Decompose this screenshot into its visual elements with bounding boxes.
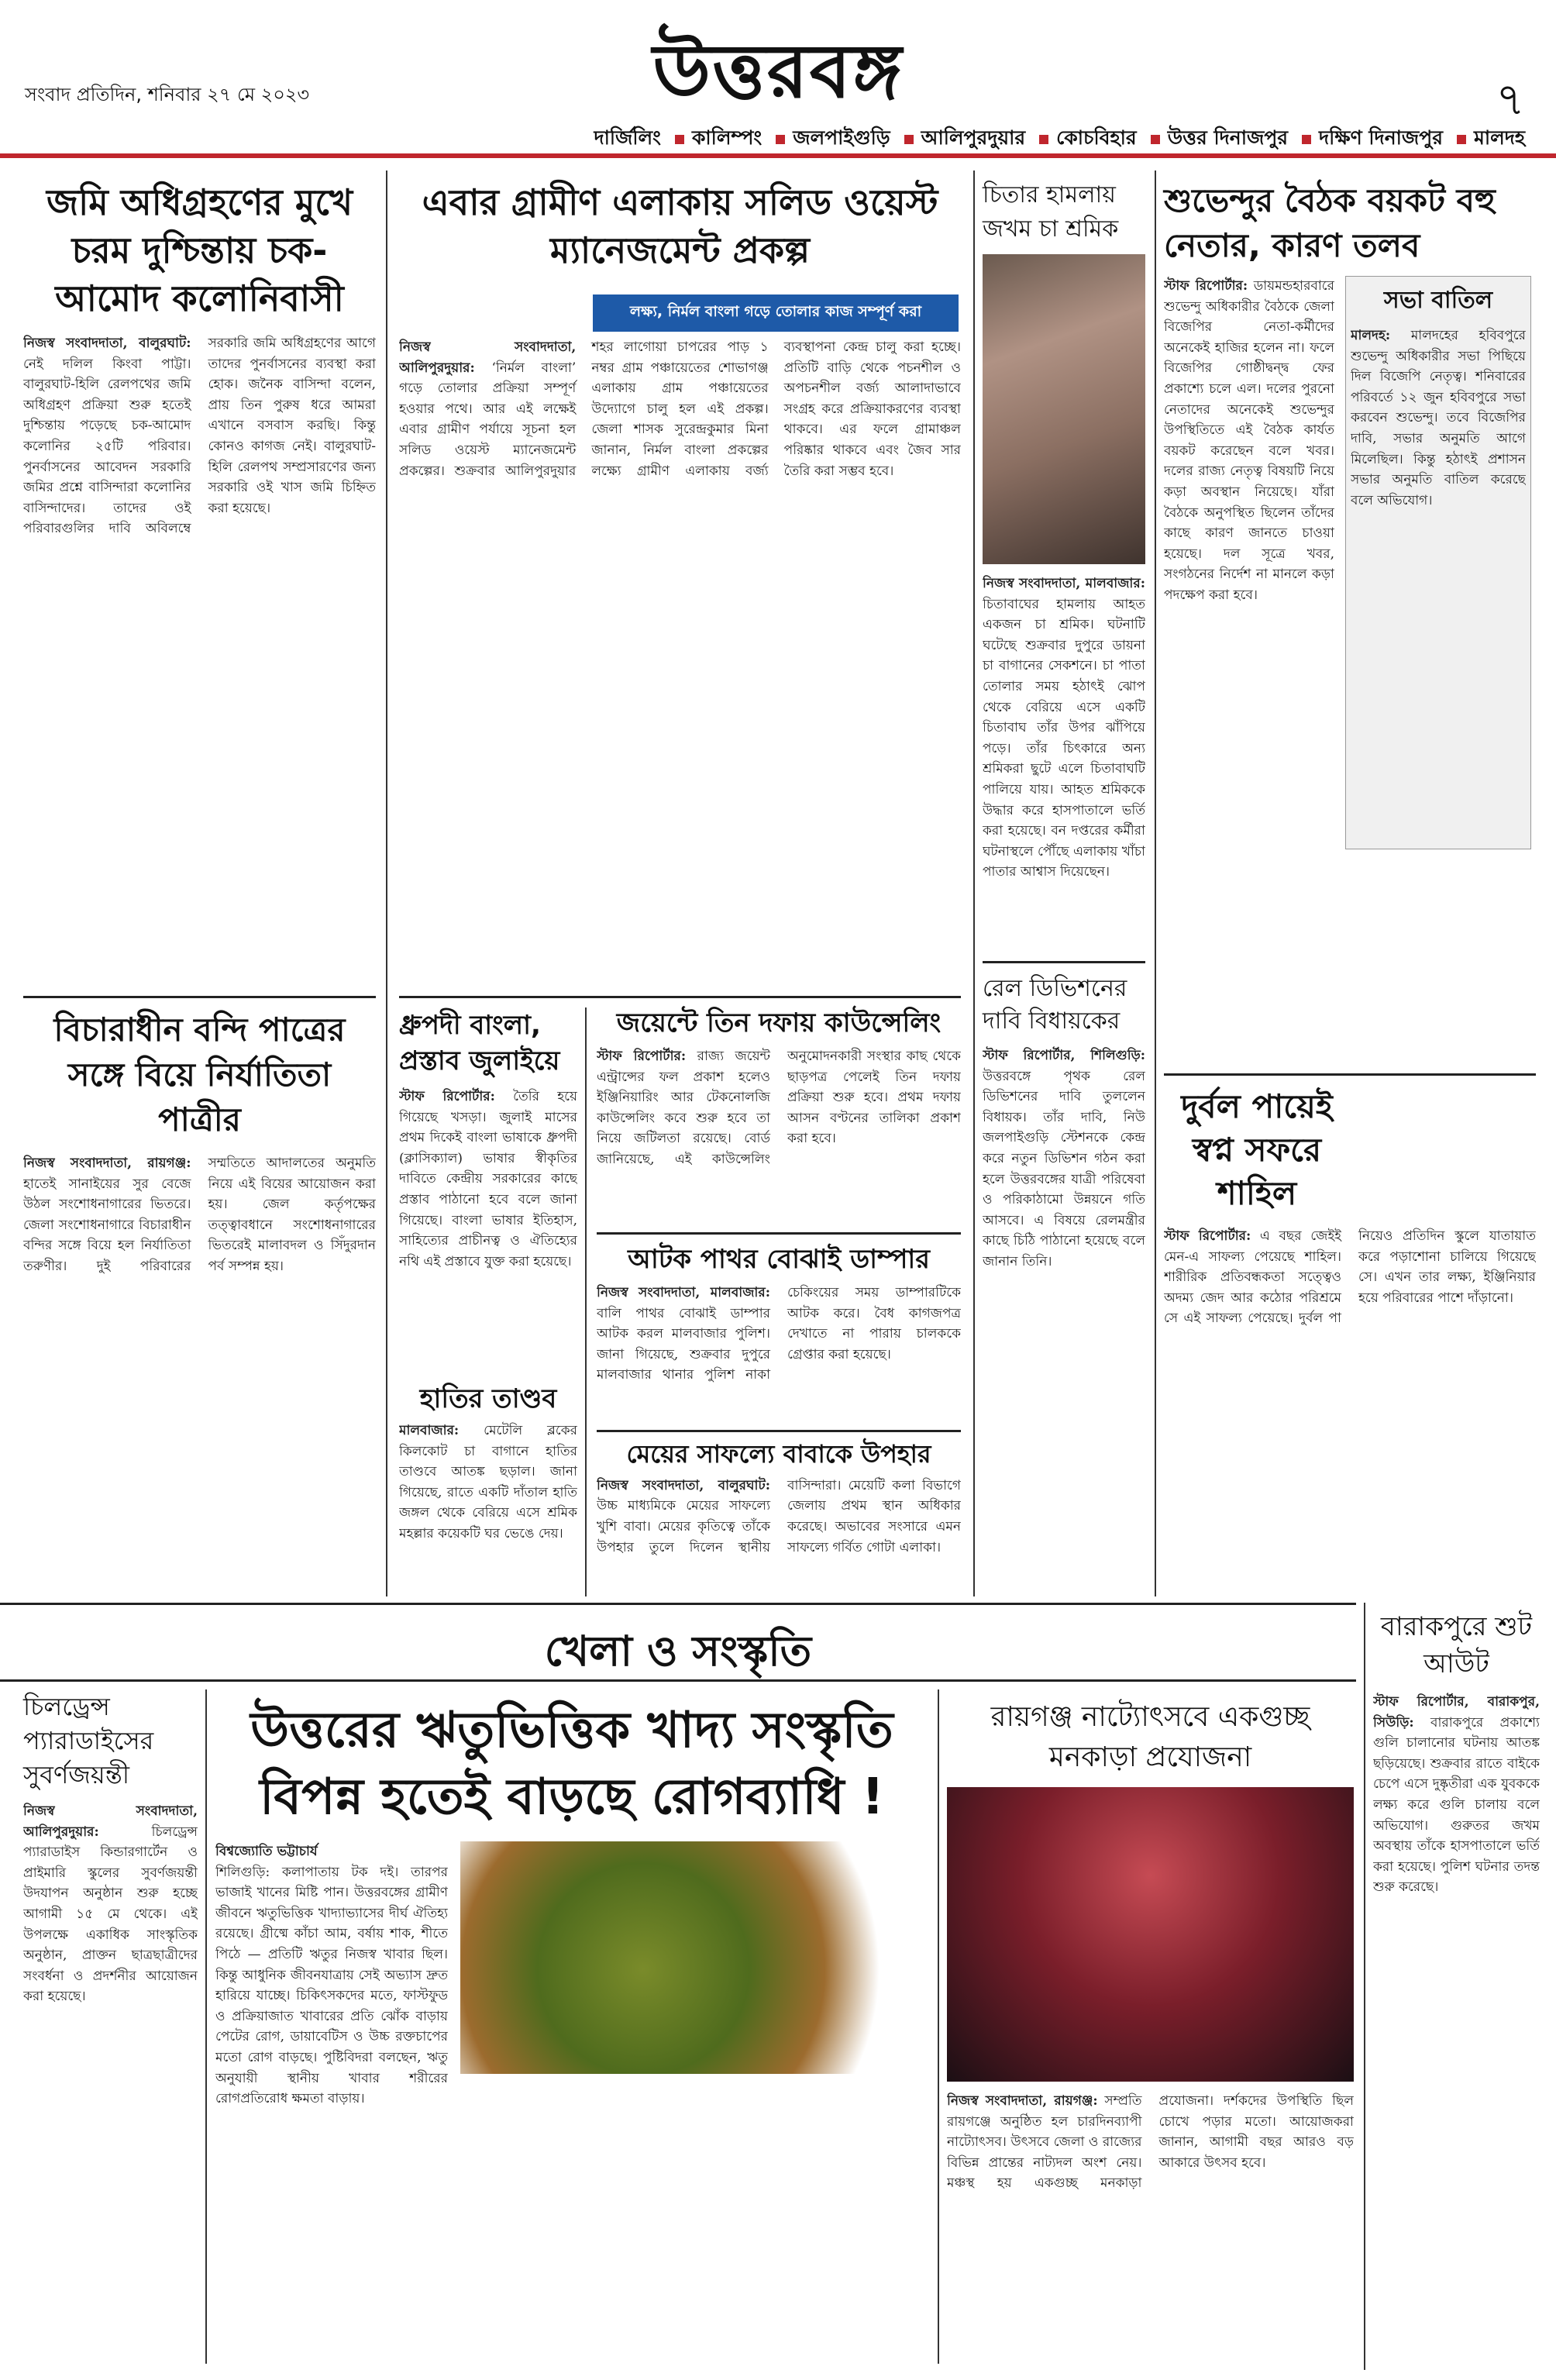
- article-prisoner: [23, 1007, 376, 1596]
- separator-square-icon: [1457, 135, 1466, 144]
- column-divider: [205, 1689, 207, 2364]
- masthead: [0, 0, 1556, 155]
- article-text: চিলড্রেন্স প্যারাডাইস কিন্ডারগার্টেন ও প্রাইমারি স্কুলের সুবর্ণজয়ন্তী উদযাপন অনুষ্ঠান শুরু হচ্ছে আগামী ১৫ মে থেকে। এই উপলক্ষে একাধিক সাংস্কৃতিক অনুষ্ঠান, প্রাক্তন ছাত্রছাত্রীদের সংবর্ধনা ও প্রদর্শনীর আয়োজন করা হয়েছে।: [23, 1824, 198, 2005]
- byline: নিজস্ব সংবাদদাতা, মালবাজার:: [983, 576, 1145, 591]
- byline: স্টাফ রিপোর্টার:: [1164, 278, 1248, 294]
- article-text: বারাকপুরে প্রকাশ্যে গুলি চালানোর ঘটনায় আতঙ্ক ছড়িয়েছে। শুক্রবার রাতে বাইকে চেপে এসে দুষ্কৃতীরা এক যুবককে লক্ষ্য করে গুলি চালায় বলে অভিযোগ। গুরুতর জখম অবস্থায় তাঁকে হাসপাতালে ভর্তি করা হয়েছে। পুলিশ ঘটনার তদন্ত শুরু করেছে।: [1373, 1714, 1540, 1896]
- article-text: উচ্চ মাধ্যমিকে মেয়ের সাফল্যে খুশি বাবা। মেয়ের কৃতিত্বে তাঁকে উপহার তুলে দিলেন স্থানীয় বাসিন্দারা। মেয়েটি কলা বিভাগে জেলায় প্রথম স্থান অধিকার করেছে। অভাবের সংসারে এমন সাফল্যে গর্বিত গোটা এলাকা।: [597, 1477, 961, 1555]
- sidebar-meeting-cancel: [1345, 276, 1531, 849]
- subtitle-box: লক্ষ্য, নির্মল বাংলা গড়ে তোলার কাজ সম্পূর্ণ করা: [593, 294, 959, 332]
- masthead-rule: [0, 153, 1556, 158]
- district-item: আলিপুরদুয়ার: [921, 126, 1026, 149]
- article-body: [399, 1421, 577, 1583]
- page-number: ৭: [1496, 73, 1525, 126]
- article-body: [23, 1153, 376, 1626]
- headline: আটক পাথর বোঝাই ডাম্পার: [628, 1244, 930, 1275]
- article-separator: [23, 996, 376, 998]
- stage-performance-photo: [947, 1787, 1354, 2082]
- article-separator: [399, 996, 961, 998]
- byline: মালদহ:: [1351, 328, 1391, 343]
- article-body: [399, 1087, 577, 1366]
- headline: দুর্বল পায়েই স্বপ্ন সফরে শাহিল: [1181, 1087, 1333, 1212]
- separator-square-icon: [776, 135, 785, 144]
- headline: রেল ডিভিশনের দাবি বিধায়কের: [983, 975, 1127, 1035]
- byline: নিজস্ব সংবাদদাতা, রায়গঞ্জ:: [23, 1156, 191, 1171]
- headline: শুভেন্দুর বৈঠক বয়কট বহু নেতার, কারণ তলব: [1164, 181, 1496, 264]
- district-item: উত্তর দিনাজপুর: [1167, 126, 1289, 149]
- byline: মালবাজার:: [399, 1423, 460, 1439]
- article-text: সম্প্রতি রায়গঞ্জে অনুষ্ঠিত হল চারদিনব্যাপী নাট্যোৎসব। উৎসবে জেলা ও রাজ্যের বিভিন্ন প্রান্তের নাট্যদল অংশ নেয়। মঞ্চস্থ হয় একগুচ্ছ মনকাড়া প্রযোজনা। দর্শকদের উপস্থিতি ছিল চোখে পড়ার মতো। আয়োজকরা জানান, আগামী বছর আরও বড় আকারে উৎসব হবে।: [947, 2093, 1354, 2192]
- article-text: উত্তরবঙ্গে পৃথক রেল ডিভিশনের দাবি তুললেন বিধায়ক। তাঁর দাবি, নিউ জলপাইগুড়ি স্টেশনকে কেন্দ্র করে নতুন ডিভিশন গঠন করা হলে উত্তরবঙ্গের যাত্রী পরিষেবা ও পরিকাঠামো উন্নয়নে গতি আসবে। এ বিষয়ে রেলমন্ত্রীর কাছে চিঠি পাঠানো হয়েছে বলে জানান তিনি।: [983, 1068, 1145, 1269]
- article-text: তৈরি হয়ে গিয়েছে খসড়া। জুলাই মাসের প্রথম দিকেই বাংলা ভাষাকে ধ্রুপদী (ক্লাসিক্যাল) ভাষার স্বীকৃতির দাবিতে কেন্দ্রীয় সরকারের কাছে প্রস্তাব পাঠানো হবে বলে জানা গিয়েছে। বাংলা ভাষার ইতিহাস, সাহিত্যের প্রাচীনত্ব ও ঐতিহ্যের নথি এই প্রস্তাবে যুক্ত করা হয়েছে।: [399, 1089, 577, 1269]
- column-divider: [1155, 170, 1156, 1596]
- separator-square-icon: [1039, 135, 1048, 144]
- article-body: [1164, 276, 1334, 973]
- article-body: [597, 1283, 961, 1410]
- article-counselling: [597, 1007, 961, 1224]
- byline: নিজস্ব সংবাদদাতা, রায়গঞ্জ:: [947, 2093, 1098, 2109]
- injured-worker-photo: [983, 254, 1145, 564]
- article-body: [23, 1801, 198, 2367]
- byline: নিজস্ব সংবাদদাতা, বালুরঘাট:: [597, 1477, 770, 1493]
- article-text: হাতেই সানাইয়ের সুর বেজে উঠল সংশোধনাগারের ভিতরে। জেলা সংশোধনাগারে বিচারাধীন বন্দির সঙ্গে বিয়ে হল নির্যাতিতা তরুণীর। দুই পরিবারের সম্মতিতে আদালতের অনুমতি নিয়ে এই বিয়ের আয়োজন করা হয়। জেল কর্তৃপক্ষের তত্ত্বাবধানে সংশোধনাগারের ভিতরেই মালাবদল ও সিঁদুরদান পর্ব সম্পন্ন হয়।: [23, 1156, 376, 1274]
- article-text: ডায়মন্ডহারবারে শুভেন্দু অধিকারীর বৈঠকে জেলা বিজেপির নেতা-কর্মীদের অনেকেই হাজির হলেন না। ফলে বিজেপির গোষ্ঠীদ্বন্দ্ব ফের প্রকাশ্যে চলে এল। দলের পুরনো নেতাদের অনেকেই শুভেন্দুর উপস্থিতিতে এই বৈঠক কার্যত বয়কট করেছেন বলে খবর। দলের রাজ্য নেতৃত্ব বিষয়টি নিয়ে কড়া অবস্থান নিয়েছে। যাঁরা বৈঠকে অনুপস্থিত ছিলেন তাঁদের কাছে কারণ জানতে চাওয়া হয়েছে। দল সূত্রে খবর, সংগঠনের নির্দেশ না মানলে কড়া পদক্ষেপ করা হবে।: [1164, 278, 1334, 603]
- article-body: [597, 1476, 961, 1584]
- sidebar-body: [1351, 325, 1526, 821]
- article-body: [597, 1046, 961, 1213]
- article-body: [947, 2091, 1354, 2323]
- sidebar-text: মালদহের হবিবপুরে শুভেন্দু অধিকারীর সভা পিছিয়ে দিল বিজেপি নেতৃত্ব। শনিবারের পরিবর্তে ১২ জুন হবিবপুরে সভা করবেন শুভেন্দু। তবে বিজেপির দাবি, সভার অনুমতি আগে মিলেছিল। কিন্তু হঠাৎই প্রশাসন সভার অনুমতি বাতিল করেছে বলে অভিযোগ।: [1351, 328, 1526, 508]
- headline: এবার গ্রামীণ এলাকায় সলিড ওয়েস্ট ম্যানেজমেন্ট প্রকল্প: [422, 181, 938, 271]
- byline: নিজস্ব সংবাদদাতা, আলিপুরদুয়ার:: [23, 1803, 198, 1840]
- article-text: মেটেলি ব্লকের কিলকোট চা বাগানে হাতির তাণ্ডবে আতঙ্ক ছড়াল। জানা গিয়েছে, রাতে একটি দাঁতাল হাতি জঙ্গল থেকে বেরিয়ে এসে শ্রমিক মহল্লার কয়েকটি ঘর ভেঙে দেয়।: [399, 1423, 577, 1542]
- column-divider: [585, 1007, 587, 1596]
- headline: বারাকপুরে শুট আউট: [1380, 1611, 1533, 1679]
- section-title: খেলা ও সংস্কৃতি: [544, 1627, 812, 1676]
- headline: বিচারাধীন বন্দি পাত্রের সঙ্গে বিয়ে নির্যাতিতা পাত্রীর: [53, 1011, 346, 1138]
- district-item: কোচবিহার: [1056, 126, 1137, 149]
- article-text: ‘নির্মল বাংলা’ গড়ে তোলার প্রক্রিয়া সম্পূর্ণ হওয়ার পথে। আর এই লক্ষেই এবার গ্রামীণ পর্যায়ে সূচনা হল সলিড ওয়েস্ট ম্যানেজমেন্ট প্রকল্পের। শুক্রবার আলিপুরদুয়ার শহর লাগোয়া চাপরের পাড় ১ নম্বর গ্রাম পঞ্চায়েতের শোভাগঞ্জ এলাকায় গ্রাম পঞ্চায়েতের উদ্যোগে চালু হল এই প্রকল্প। জেলা শাসক সুরেন্দ্রকুমার মিনা জানান, নির্মল বাংলা প্রকল্পের লক্ষ্যে গ্রামীণ এলাকায় বর্জ্য ব্যবস্থাপনা কেন্দ্র চালু করা হচ্ছে। প্রতিটি বাড়ি থেকে পচনশীল ও অপচনশীল বর্জ্য আলাদাভাবে সংগ্রহ করে প্রক্রিয়াকরণের ব্যবস্থা থাকবে। এর ফলে গ্রামাঞ্চল পরিষ্কার থাকবে এবং জৈব সার তৈরি করা সম্ভব হবে।: [399, 339, 961, 479]
- article-text: এ বছর জেইই মেন-এ সাফল্য পেয়েছে শাহিল। শারীরিক প্রতিবন্ধকতা সত্ত্বেও অদম্য জেদ আর কঠোর পরিশ্রমে সে এই সাফল্য পেয়েছে। দুর্বল পা নিয়েও প্রতিদিন স্কুলে যাতায়াত করে পড়াশোনা চালিয়ে গিয়েছে সে। এখন তার লক্ষ্য, ইঞ্জিনিয়ার হয়ে পরিবারের পাশে দাঁড়ানো।: [1164, 1228, 1536, 1327]
- byline: বিশ্বজ্যোতি ভট্টাচার্য: [215, 1844, 318, 1859]
- article-body: [215, 1841, 448, 2345]
- separator-square-icon: [675, 135, 684, 144]
- article-body: [23, 333, 376, 945]
- byline: স্টাফ রিপোর্টার:: [1164, 1228, 1251, 1244]
- article-rail: [983, 973, 1145, 1593]
- byline: স্টাফ রিপোর্টার:: [597, 1049, 687, 1065]
- dateline: সংবাদ প্রতিদিন, শনিবার ২৭ মে ২০২৩: [25, 84, 310, 105]
- headline: জমি অধিগ্রহণের মুখে চরম দুশ্চিন্তায় চক-আমোদ কলোনিবাসী: [46, 181, 353, 319]
- byline: নিজস্ব সংবাদদাতা, বালুরঘাট:: [23, 336, 191, 351]
- article-text: শিলিগুড়ি: কলাপাতায় টক দই। তারপর ভাজাই খানের মিষ্টি পান। উত্তরবঙ্গের গ্রামীণ জীবনে ঋতুভিত্তিক খাদ্যাভ্যাসের দীর্ঘ ঐতিহ্য রয়েছে। গ্রীষ্মে কাঁচা আম, বর্ষায় শাক, শীতে পিঠে — প্রতিটি ঋতুর নিজস্ব খাবার ছিল। কিন্তু আধুনিক জীবনযাত্রায় সেই অভ্যাস দ্রুত হারিয়ে যাচ্ছে। চিকিৎসকদের মতে, ফাস্টফুড ও প্রক্রিয়াজাত খাবারের প্রতি ঝোঁক বাড়ায় পেটের রোগ, ডায়াবেটিস ও উচ্চ রক্তচাপের মতো রোগ বাড়ছে। পুষ্টিবিদরা বলছেন, ঋতু অনুযায়ী স্থানীয় খাবার শরীরের রোগপ্রতিরোধ ক্ষমতা বাড়ায়।: [215, 1864, 448, 2107]
- article-children: [23, 1689, 198, 2364]
- article-weak-leg: [1164, 1085, 1536, 1593]
- district-item: জলপাইগুড়ি: [793, 126, 890, 149]
- byline: স্টাফ রিপোর্টার:: [399, 1089, 495, 1104]
- article-body: [1164, 1226, 1536, 1590]
- article-text: রাজ্য জয়েন্ট এন্ট্রান্সের ফল প্রকাশ হলেও ইঞ্জিনিয়ারিং আর টেকনোলজি কাউন্সেলিং কবে শুরু হবে তা নিয়ে জটিলতা রয়েছে। বোর্ড জানিয়েছে, এই কাউন্সেলিং অনুমোদনকারী সংস্থার কাছ থেকে ছাড়পত্র পেলেই তিন দফায় প্রক্রিয়া শুরু হবে। প্রথম দফায় আসন বণ্টনের তালিকা প্রকাশ করা হবে।: [597, 1049, 961, 1168]
- column-divider: [1364, 1603, 1365, 2370]
- separator-square-icon: [1151, 135, 1160, 144]
- headline: চিতার হামলায় জখম চা শ্রমিক: [983, 181, 1119, 243]
- headline: চিলড্রেন্স প্যারাডাইসের সুবর্ণজয়ন্তী: [23, 1692, 154, 1789]
- byline: নিজস্ব সংবাদদাতা, আলিপুরদুয়ার:: [399, 339, 577, 376]
- article-text: চিতাবাঘের হামলায় আহত একজন চা শ্রমিক। ঘটনাটি ঘটেছে শুক্রবার দুপুরে ডায়না চা বাগানের সেকশনে। চা পাতা তোলার সময় হঠাৎই ঝোপ থেকে বেরিয়ে এসে একটি চিতাবাঘ তাঁর উপর ঝাঁপিয়ে পড়ে। তাঁর চিৎকারে অন্য শ্রমিকরা ছুটে এলে চিতাবাঘটি পালিয়ে যায়। আহত শ্রমিককে উদ্ধার করে হাসপাতালে ভর্তি করা হয়েছে। বন দপ্তরের কর্মীরা ঘটনাস্থলে পৌঁছে এলাকায় খাঁচা পাতার আশ্বাস দিয়েছেন।: [983, 596, 1145, 880]
- headline: মেয়ের সাফল্যে বাবাকে উপহার: [626, 1439, 931, 1469]
- article-leopard: [983, 178, 1145, 953]
- article-daughter: [597, 1440, 961, 1595]
- separator-square-icon: [1302, 135, 1311, 144]
- article-body: [399, 337, 961, 973]
- article-body: [1373, 1692, 1540, 2358]
- section-banner: [0, 1603, 1356, 1682]
- article-suvendu: [1164, 178, 1536, 992]
- article-text: নেই দলিল কিংবা পাট্টা। বালুরঘাট-হিলি রেলপথের জমি অধিগ্রহণ প্রক্রিয়া শুরু হতেই দুশ্চিন্তায় পড়েছে চক-আমোদ কলোনির ২৫টি পরিবার। পুনর্বাসনের আবেদন সরকারি জমির প্রশ্নে বাসিন্দারা কলোনির বাসিন্দাদের। তাদের ওই পরিবারগুলির দাবি অবিলম্বে সরকারি জমি অধিগ্রহণের আগে তাদের পুনর্বাসনের ব্যবস্থা করা হোক। জনৈক বাসিন্দা বলেন, প্রায় তিন পুরুষ ধরে আমরা এখানে বসবাস করছি। কিন্তু কোনও কাগজ নেই। বালুরঘাট-হিলি রেলপথ সম্প্রসারণের জন্য সরকারি ওই খাস জমি চিহ্নিত করা হয়েছে।: [23, 336, 376, 537]
- byline: স্টাফ রিপোর্টার, শিলিগুড়ি:: [983, 1048, 1145, 1063]
- fruit-photo: [460, 1841, 917, 2074]
- district-item: কালিম্পং: [691, 126, 763, 149]
- column-divider: [973, 170, 975, 1596]
- column-divider: [386, 170, 387, 1596]
- byline: নিজস্ব সংবাদদাতা, মালবাজার:: [597, 1285, 770, 1301]
- article-dhrupadi: [399, 1007, 577, 1372]
- article-body: [983, 573, 1145, 938]
- article-waste: [399, 178, 961, 984]
- article-separator: [1164, 1073, 1536, 1076]
- headline: হাতির তাণ্ডব: [419, 1383, 557, 1414]
- sidebar-headline: সভা বাতিল: [1383, 287, 1493, 314]
- article-food: [215, 1697, 928, 2364]
- district-item: মালদহ: [1473, 126, 1525, 149]
- headline: রায়গঞ্জ নাট্যোৎসবে একগুচ্ছ মনকাড়া প্রযোজনা: [990, 1701, 1310, 1773]
- article-land: [23, 178, 376, 988]
- district-list: [594, 122, 1525, 156]
- article-separator: [983, 961, 1145, 963]
- article-separator: [597, 1430, 961, 1432]
- district-item: দক্ষিণ দিনাজপুর: [1319, 126, 1443, 149]
- column-divider: [938, 1689, 939, 2364]
- article-barrackpore: [1373, 1608, 1540, 2368]
- district-item: দার্জিলিং: [594, 126, 661, 149]
- byline: স্টাফ রিপোর্টার, বারাকপুর, সিউড়ি:: [1373, 1694, 1540, 1731]
- headline: উত্তরের ঋতুভিত্তিক খাদ্য সংস্কৃতি বিপন্ন হতেই বাড়ছে রোগব্যাধি !: [250, 1702, 893, 1826]
- article-text: বালি পাথর বোঝাই ডাম্পার আটক করল মালবাজার পুলিশ। জানা গিয়েছে, শুক্রবার দুপুরে মালবাজার থানার পুলিশ নাকা চেকিংয়ের সময় ডাম্পারটিকে আটক করে। বৈধ কাগজপত্র দেখাতে না পারায় চালককে গ্রেপ্তার করা হয়েছে।: [597, 1285, 961, 1383]
- separator-square-icon: [904, 135, 914, 144]
- headline: জয়েন্টে তিন দফায় কাউন্সেলিং: [616, 1007, 942, 1038]
- article-separator: [597, 1232, 961, 1235]
- article-theatre: [947, 1697, 1354, 2364]
- headline: ধ্রুপদী বাংলা, প্রস্তাব জুলাইয়ে: [399, 1010, 560, 1076]
- article-dumper: [597, 1244, 961, 1422]
- article-hathi: [399, 1383, 577, 1593]
- newspaper-section-title: উত্তরবঙ্গ: [652, 28, 904, 115]
- article-body: [983, 1045, 1145, 1580]
